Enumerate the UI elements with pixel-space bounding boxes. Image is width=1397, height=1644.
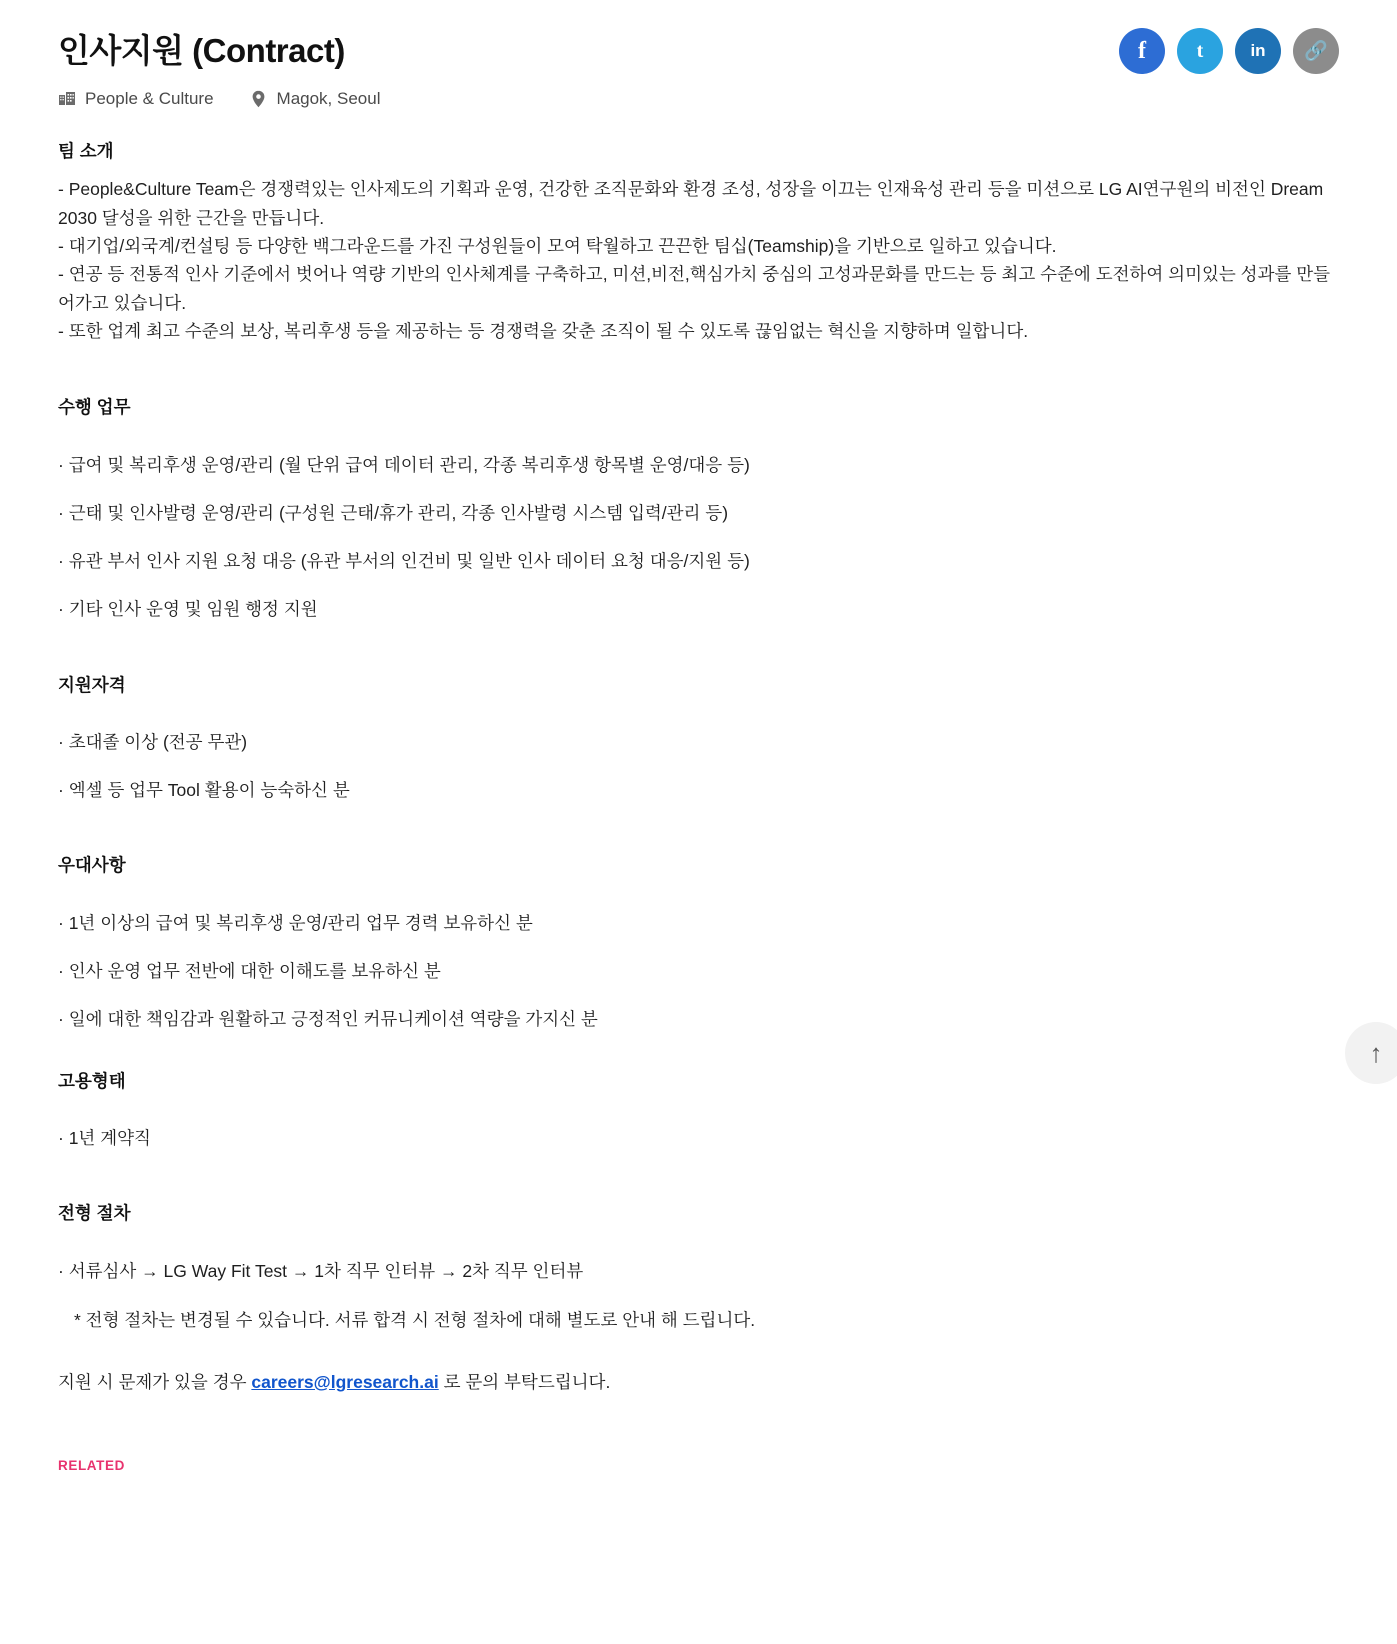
section-process bbox=[58, 1199, 1339, 1396]
list-item: · 1년 계약직 bbox=[58, 1127, 151, 1148]
list-item: · 인사 운영 업무 전반에 대한 이해도를 보유하신 분 bbox=[58, 961, 441, 982]
section-team-line-2: - 대기업/외국계/컨설팅 등 다양한 백그라운드를 가진 구성원들이 모여 탁월하고 끈끈한 팀십(Teamship)을 기반으로 일하고 있습니다. bbox=[58, 235, 1057, 256]
list-item: · 초대졸 이상 (전공 무관) bbox=[58, 731, 248, 752]
section-qualifications bbox=[58, 671, 1339, 804]
spacer bbox=[58, 1334, 1339, 1368]
spacer bbox=[58, 709, 1339, 729]
list-item: · 일에 대한 책임감과 원활하고 긍정적인 커뮤니케이션 역량을 가지신 분 bbox=[58, 1009, 598, 1030]
spacer bbox=[58, 1105, 1339, 1125]
page-title: 인사지원 (Contract) bbox=[58, 32, 345, 69]
meta-department bbox=[58, 89, 214, 109]
spacer bbox=[58, 1238, 1339, 1258]
share-linkedin-button[interactable]: in bbox=[1235, 28, 1281, 74]
spacer bbox=[58, 1033, 1339, 1067]
section-team bbox=[58, 137, 1339, 345]
spacer bbox=[58, 623, 1339, 671]
process-note: * 전형 절차는 변경될 수 있습니다. 서류 합격 시 전형 절차에 대해 별도로 안내 해 드립니다. bbox=[74, 1309, 756, 1330]
section-preferred bbox=[58, 851, 1339, 1032]
section-team-line-3: - 연공 등 전통적 인사 기준에서 벗어나 역량 기반의 인사체계를 구축하고, 미션,비전,핵심가치 중심의 고성과문화를 만드는 등 최고 수준에 도전하여 의미있는 성과를 만들어가고 있습니다. bbox=[58, 264, 1331, 313]
building-icon bbox=[58, 90, 76, 108]
spacer bbox=[58, 890, 1339, 910]
contact-prefix: 지원 시 문제가 있을 경우 bbox=[58, 1371, 252, 1392]
spacer bbox=[58, 432, 1339, 452]
section-duties-heading: 수행 업무 bbox=[58, 397, 131, 418]
section-team-heading: 팀 소개 bbox=[58, 140, 114, 161]
section-qualifications-heading: 지원자격 bbox=[58, 674, 126, 695]
department-label: People & Culture bbox=[85, 88, 214, 108]
job-meta bbox=[58, 89, 1339, 109]
list-item: · 유관 부서 인사 지원 요청 대응 (유관 부서의 인건비 및 일반 인사 데이터 요청 대응/지원 등) bbox=[58, 551, 750, 572]
job-description bbox=[58, 137, 1339, 1396]
arrow-up-icon: ↑ bbox=[1369, 1037, 1383, 1068]
spacer bbox=[58, 1151, 1339, 1199]
map-pin-icon bbox=[250, 90, 268, 108]
contact-email-link[interactable]: careers@lgresearch.ai bbox=[251, 1371, 439, 1392]
section-employment-heading: 고용형태 bbox=[58, 1070, 126, 1091]
section-employment bbox=[58, 1067, 1339, 1152]
list-item: · 엑셀 등 업무 Tool 활용이 능숙하신 분 bbox=[58, 780, 350, 801]
section-team-line-4: - 또한 업계 최고 수준의 보상, 복리후생 등을 제공하는 등 경쟁력을 갖춘 조직이 될 수 있도록 끊임없는 혁신을 지향하며 일합니다. bbox=[58, 320, 1029, 341]
spacer bbox=[58, 803, 1339, 851]
location-label: Magok, Seoul bbox=[276, 88, 381, 108]
share-facebook-button[interactable]: f bbox=[1119, 28, 1165, 74]
list-item: · 근태 및 인사발령 운영/관리 (구성원 근태/휴가 관리, 각종 인사발령 시스템 입력/관리 등) bbox=[58, 502, 729, 523]
copy-link-button[interactable]: 🔗 bbox=[1293, 28, 1339, 74]
section-team-line-1: - People&Culture Team은 경쟁력있는 인사제도의 기획과 운영, 건강한 조직문화와 환경 조성, 성장을 이끄는 인재육성 관리 등을 미션으로 LG AI연구원의 비전인 Dream 2030 달성을 위한 근간을 만듭니다. bbox=[58, 179, 1324, 228]
spacer bbox=[58, 345, 1339, 393]
list-item: · 서류심사 → LG Way Fit Test → 1차 직무 인터뷰 → 2차 직무 인터뷰 bbox=[58, 1260, 584, 1281]
list-item: · 기타 인사 운영 및 임원 행정 지원 bbox=[58, 599, 318, 620]
share-buttons bbox=[1119, 28, 1339, 74]
share-twitter-button[interactable]: t bbox=[1177, 28, 1223, 74]
contact-suffix: 로 문의 부탁드립니다. bbox=[438, 1371, 611, 1392]
section-process-heading: 전형 절차 bbox=[58, 1203, 131, 1224]
section-preferred-heading: 우대사항 bbox=[58, 855, 126, 876]
meta-location bbox=[250, 89, 381, 109]
contact-line bbox=[58, 1368, 1339, 1396]
section-duties bbox=[58, 393, 1339, 622]
list-item: · 급여 및 복리후생 운영/관리 (월 단위 급여 데이터 관리, 각종 복리후생 항목별 운영/대응 등) bbox=[58, 454, 750, 475]
scroll-to-top-button[interactable] bbox=[1345, 1022, 1397, 1084]
list-item: · 1년 이상의 급여 및 복리후생 운영/관리 업무 경력 보유하신 분 bbox=[58, 912, 533, 933]
related-label: RELATED bbox=[58, 1458, 125, 1474]
